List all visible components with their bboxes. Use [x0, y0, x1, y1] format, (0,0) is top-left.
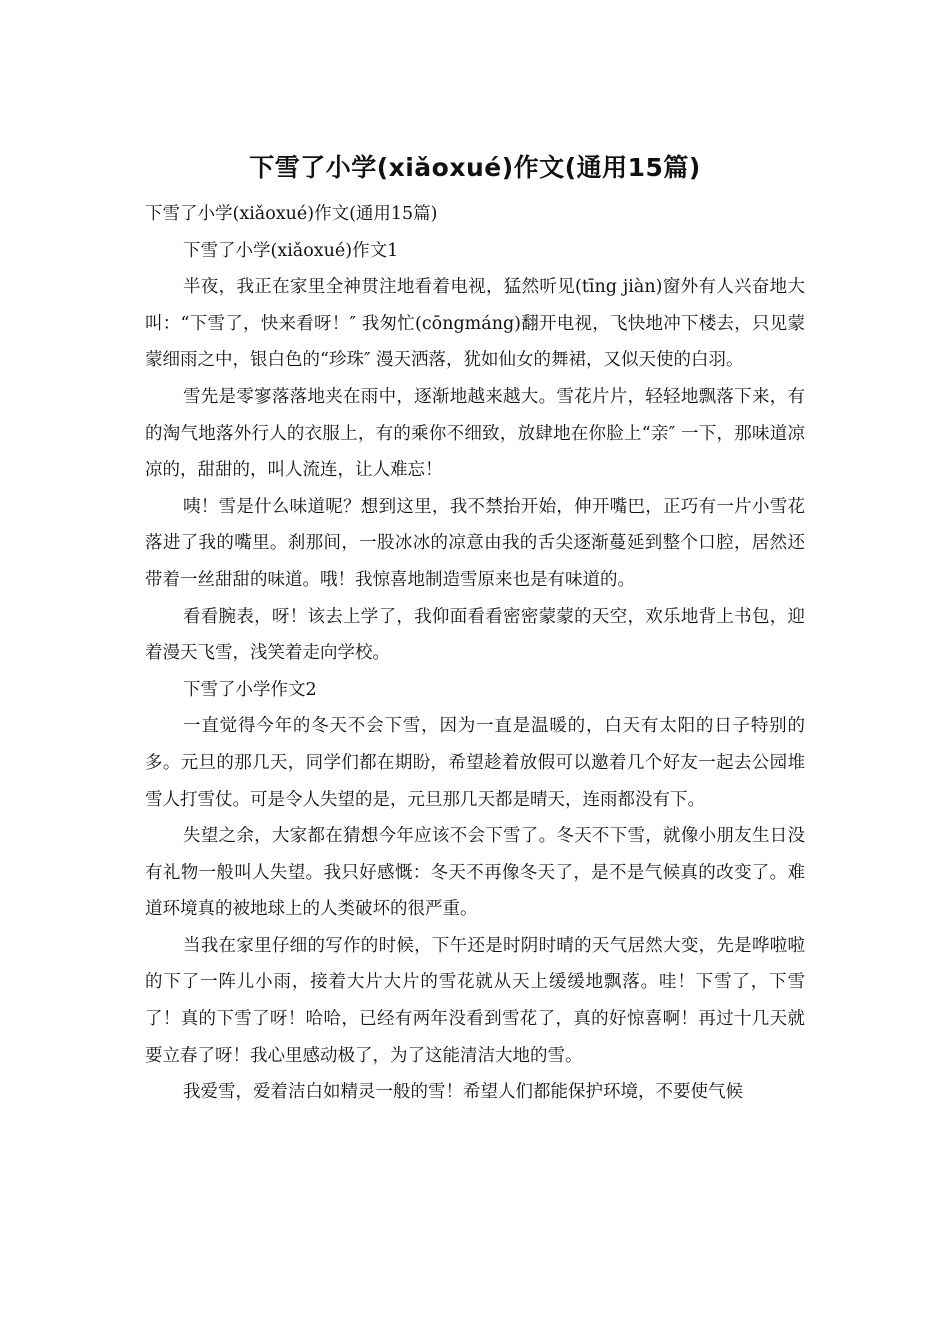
- paragraph: 雪先是零寥落落地夹在雨中，逐渐地越来越大。雪花片片，轻轻地飘落下来，有的淘气地落外行人的衣服上，有的乘你不细致，放肆地在你脸上“亲″ 一下，那味道凉凉的，甜甜的，叫人流连，让人难忘！: [145, 386, 805, 481]
- section-heading: 下雪了小学(xiǎoxué)作文1: [183, 240, 399, 261]
- paragraph: 半夜，我正在家里全神贯注地看着电视，猛然听见(tīng jiàn)窗外有人兴奋地大叫：“下雪了，快来看呀！″ 我匆忙(cōngmáng)翻开电视，飞快地冲下楼去，只见蒙蒙细雨之中，银白色的“珍珠″ 漫天洒落，犹如仙女的舞裙，又似天使的白羽。: [145, 277, 805, 371]
- document-body: [145, 196, 805, 1111]
- paragraph: 看看腕表，呀！该去上学了，我仰面看看密密蒙蒙的天空，欢乐地背上书包，迎着漫天飞雪，浅笑着走向学校。: [145, 606, 805, 664]
- document-subtitle: 下雪了小学(xiǎoxué)作文(通用15篇): [145, 204, 438, 224]
- paragraph: 咦！雪是什么味道呢？想到这里，我不禁抬开始，伸开嘴巴，正巧有一片小雪花落进了我的嘴里。刹那间，一股冰冰的凉意由我的舌尖逐渐蔓延到整个口腔，居然还带着一丝甜甜的味道。哦！我惊喜地制造雪原来也是有味道的。: [145, 496, 805, 590]
- paragraph: 我爱雪，爱着洁白如精灵一般的雪！希望人们都能保护环境，不要使气候: [183, 1082, 743, 1103]
- paragraph: 一直觉得今年的冬天不会下雪，因为一直是温暖的，白天有太阳的日子特别的多。元旦的那几天，同学们都在期盼，希望趁着放假可以邀着几个好友一起去公园堆雪人打雪仗。可是令人失望的是，元旦那几天都是晴天，连雨都没有下。: [145, 716, 805, 810]
- paragraph: 失望之余，大家都在猜想今年应该不会下雪了。冬天不下雪，就像小朋友生日没有礼物一般叫人失望。我只好感慨：冬天不再像冬天了，是不是气候真的改变了。难道环境真的被地球上的人类破坏的很严重。: [145, 826, 805, 920]
- section-heading: 下雪了小学作文2: [183, 679, 317, 700]
- document-title: 下雪了小学(xiǎoxué)作文(通用15篇): [249, 153, 701, 182]
- paragraph: 当我在家里仔细的写作的时候，下午还是时阴时晴的天气居然大变，先是哗啦啦的下了一阵儿小雨，接着大片大片的雪花就从天上缓缓地飘落。哇！下雪了，下雪了！真的下雪了呀！哈哈，已经有两年没看到雪花了，真的好惊喜啊！再过十几天就要立春了呀！我心里感动极了，为了这能清洁大地的雪。: [145, 935, 805, 1066]
